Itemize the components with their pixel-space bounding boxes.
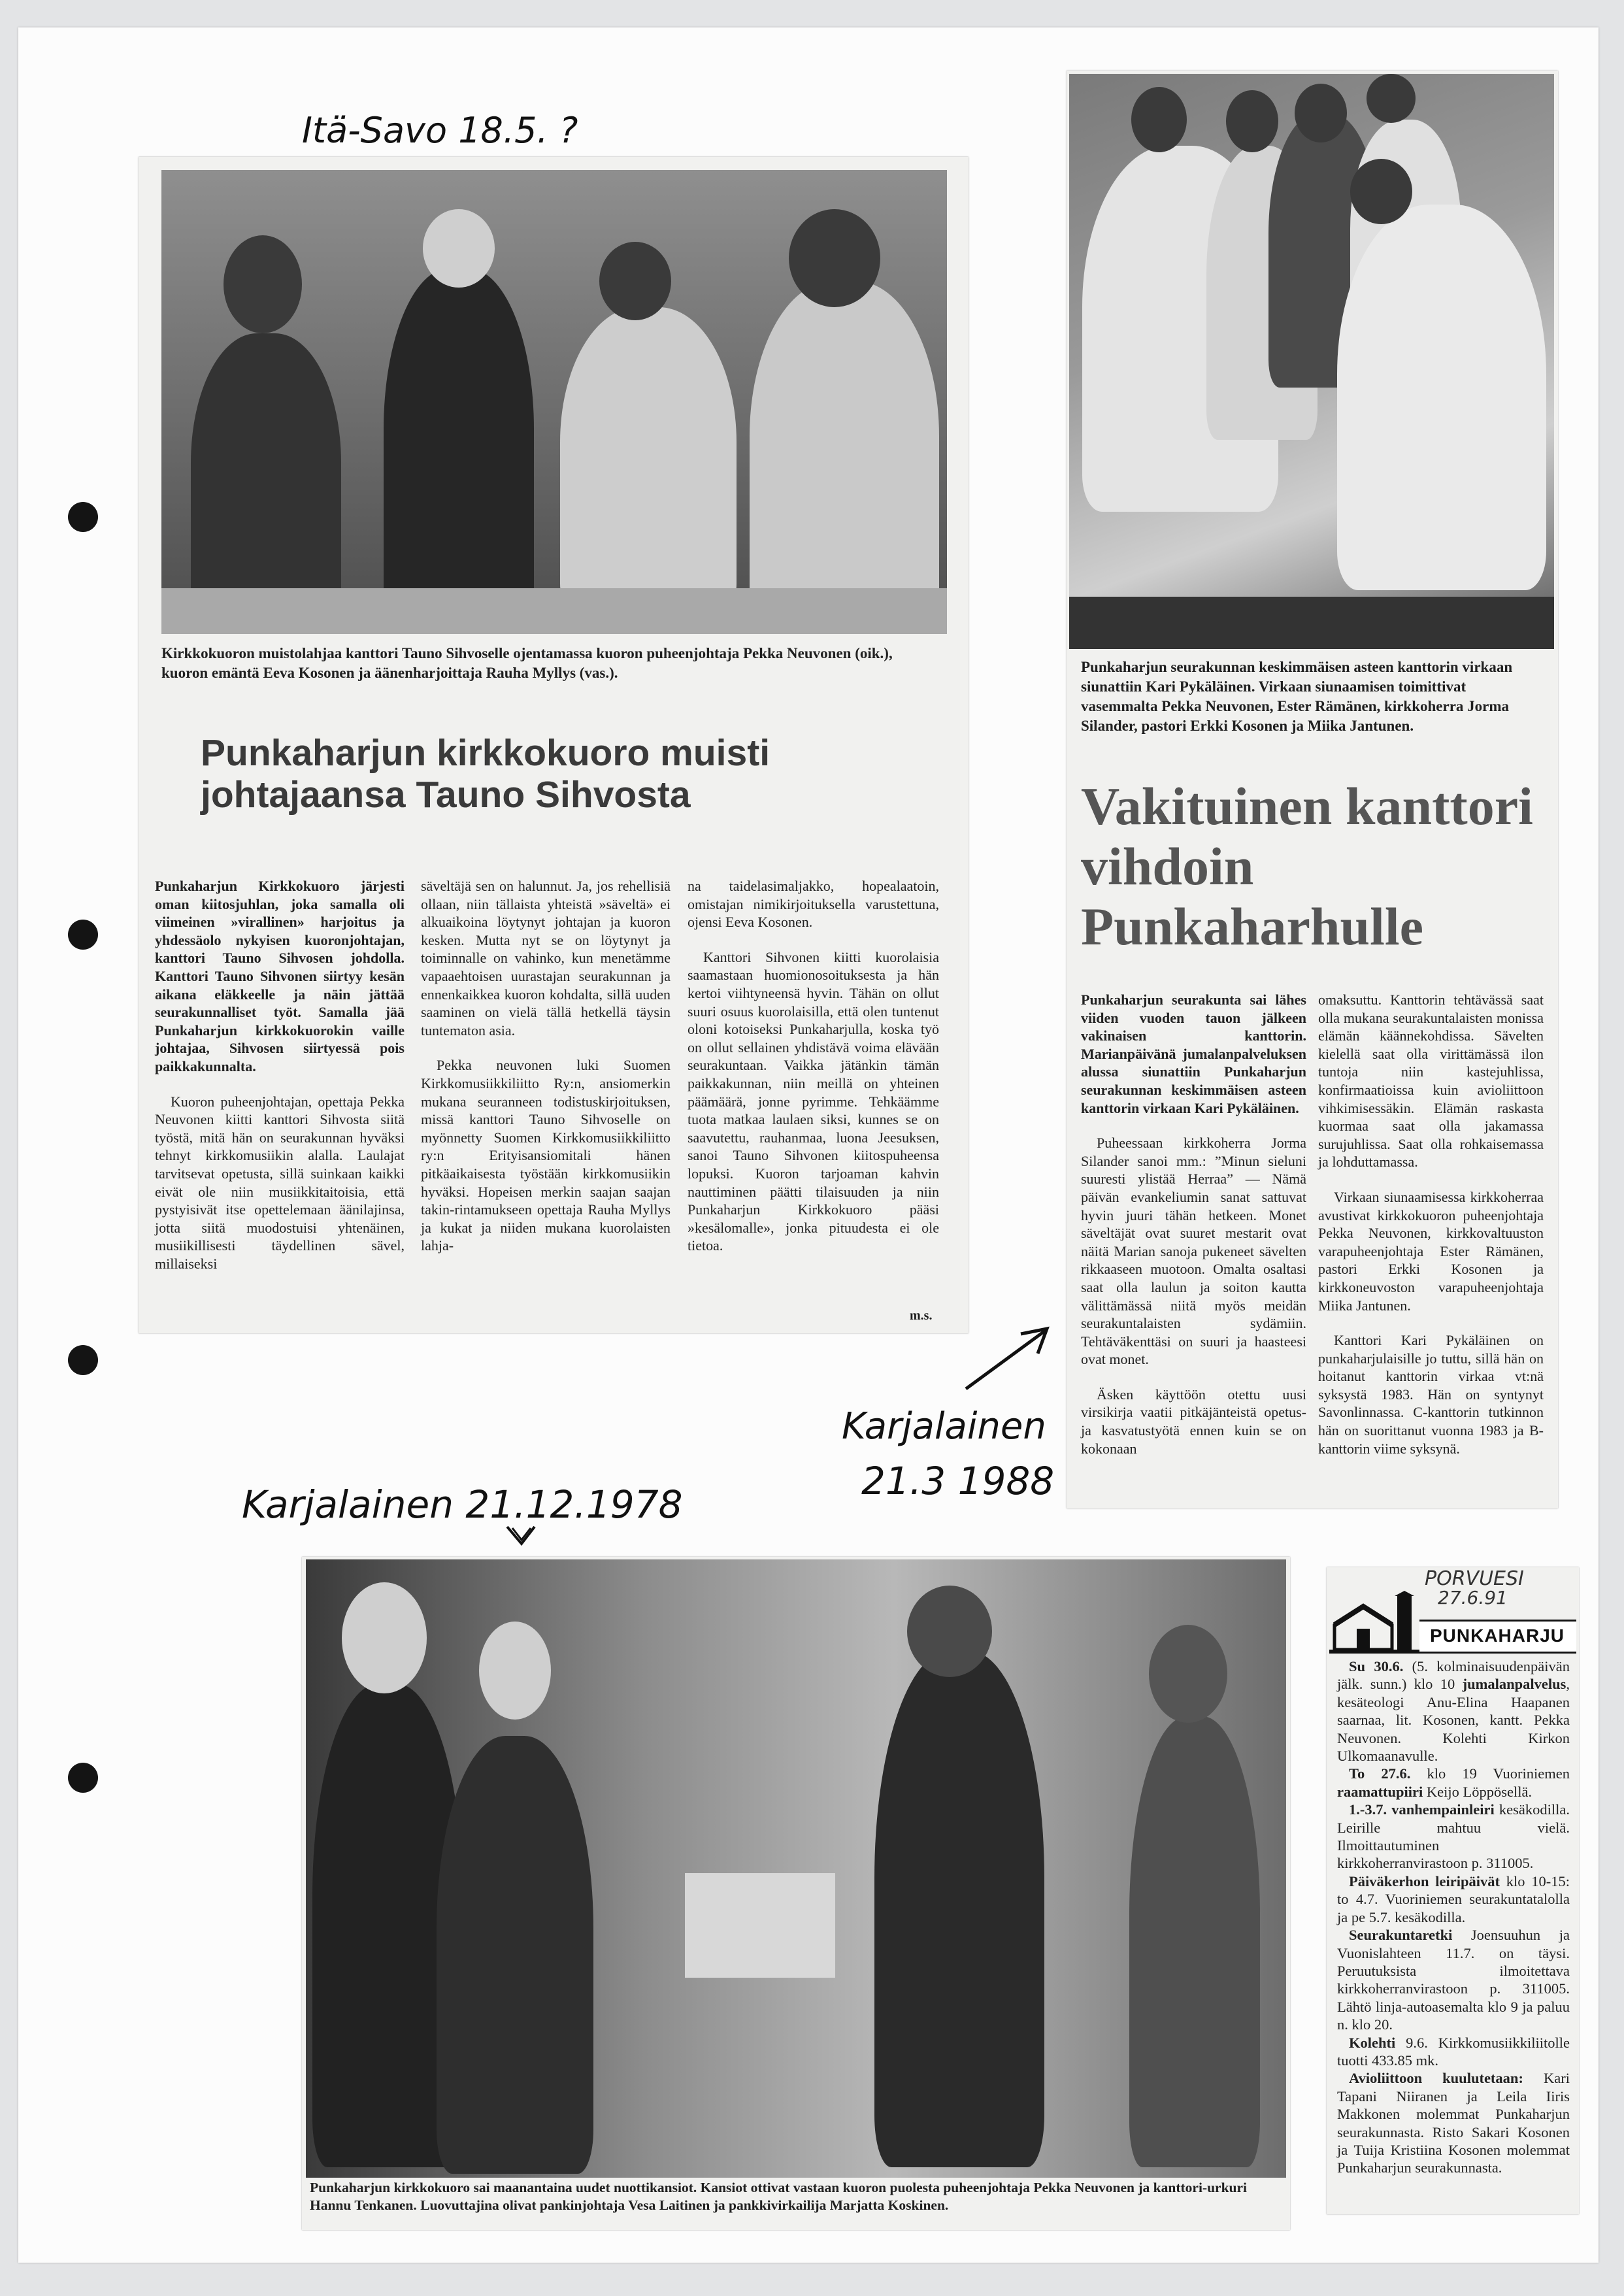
notice-text: klo 19 Vuoriniemen — [1410, 1765, 1570, 1782]
notice-paragraph — [1337, 1801, 1570, 1872]
notice-banner-title: PUNKAHARJU — [1430, 1625, 1565, 1646]
article-paragraph: Kuoron puheenjohtajan, opettaja Pekka Neuvonen kiitti kanttori Sihvosta siitä työstä, mitä hän on seurakunnan hyväksi tehnyt kirkkomusiikin alalla. Laulajat tarvitsevat opetusta, sillä suinkaan kaikki eivät ole niin musiikkitaitoisia, että pystyisivät itse opettelemaan äänilajinsa, jotta siitä muodostuisi yhtenäinen, musiikillisesti täydellinen sävel, millaiseksi — [155, 1093, 405, 1272]
handwritten-note-date: 21.3 1988 — [861, 1459, 1055, 1503]
article-paragraph: Äsken käyttöön otettu uusi virsikirja vaatii pitkäjänteistä opetus- ja kasvatustyötä ennen kuin se on kokonaan — [1081, 1386, 1306, 1457]
handwritten-note-karjalainen: Karjalainen — [842, 1405, 1046, 1448]
notice-text: Keijo Löppösellä. — [1423, 1783, 1533, 1800]
church-icon — [1329, 1591, 1419, 1655]
article-paragraph: na taidelasimaljakko, hopealaatoin, omistajan nimikirjoituksella varustettuna, ojensi Eeva Kosonen. — [688, 878, 939, 931]
notice-bold: Kolehti — [1349, 2034, 1396, 2051]
article-paragraph: omaksuttu. Kanttorin tehtävässä saat olla mukana seurakuntalaisten monissa elämän käännekohdissa. Sävelten kielellä saat olla virittämässä ilon tuntoja niin kastejuhlissa, konfirmaatioissa kuin avioliittoon vihkimisessäkin. Elämän raskasta kuormaa saat olla jakamassa surujuhlissa. Saat olla rohkaisemassa ja lohduttamassa. — [1318, 991, 1544, 1171]
article-signature: m.s. — [910, 1308, 933, 1323]
notice-bold: Avioliittoon kuulutetaan: — [1349, 2070, 1523, 2087]
article-headline: Punkaharjun kirkkokuoro muisti johtajaansa Tauno Sihvosta — [201, 732, 771, 816]
binder-hole — [68, 502, 98, 532]
photo-cantor-ordination — [1069, 74, 1554, 649]
arrow-up-right-icon — [961, 1323, 1059, 1395]
notice-bold: Su 30.6. — [1349, 1658, 1404, 1674]
notice-text: 9.6. Kirkkomusiikkiliitolle tuotti 433.85 mk. — [1337, 2034, 1570, 2069]
notice-text: Kari Tapani Niiranen ja Leila Iiris Makkonen molemmat Punkaharjun seurakunnasta. Risto Sakari Kosonen ja Tuija Kristiina Kosonen molemmat Punkaharjun seurakunnasta. — [1337, 2070, 1570, 2176]
notice-paragraph — [1337, 1765, 1570, 1801]
article-column-1 — [155, 877, 405, 1289]
notice-body — [1337, 1657, 1570, 2177]
article-paragraph: säveltäjä sen on halunnut. Ja, jos rehellisiä ollaan, niin tällaista yhteistä »säveltä» ei alkuaikoina löytynyt johtajan ja kuoron kesken. Mutta nyt se on löytynyt ja toiminnalle on vahinko, kun menetämme vapaaehtoisen uurastajan seurakunnan ja ennenkaikkea kuoron kohdalta, sillä uuden saaminen on vielä tällä hetkellä täysin tuntematon asia. — [421, 878, 671, 1039]
notice-text: (5. kolminaisuudenpäivän jälk. sunn.) klo 10 — [1337, 1658, 1570, 1693]
handwritten-note-date: 27.6.91 — [1438, 1587, 1508, 1608]
binder-hole — [68, 920, 98, 950]
notice-paragraph — [1337, 1657, 1570, 1765]
notice-text: , kesäteologi Anu-Elina Haapanen saarnaa, lit. Kosonen, kantt. Pekka Neuvonen. Kolehti Kirkon Ulkomaanavulle. — [1337, 1676, 1570, 1765]
notice-bold: raamattupiiri — [1337, 1783, 1423, 1800]
clipping-article-2 — [1067, 71, 1558, 1508]
article-paragraph: Puheessaan kirkkoherra Jorma Silander sanoi mm.: ”Minun sieluni suuresti ylistää Herraa” — Nämä päivän evankeliumin sanat sattuvat hyvin juuri tähän hetkeen. Monet säveltäjät ovat suuret mestarit ovat näitä Marian sanoja pukeneet sävelten rikkaaseen muotoon. Omalta osaltasi saat olla laulun ja soiton kautta välittämässä niitä myös meidän seurakuntalaisten sydämiin. Tehtäväkenttäsi on suuri ja haasteesi ovat monet. — [1081, 1135, 1306, 1368]
article-paragraph: Virkaan siunaamisessa kirkkoherraa avustivat kirkkokuoron puheenjohtaja Pekka Neuvonen, kirkkovaltuuston varapuheenjohtaja Ester Rämänen, pastori Erkki Kosonen ja kirkkoneuvoston varapuheenjohtaja Miika Jantunen. — [1318, 1188, 1544, 1314]
notice-paragraph — [1337, 2034, 1570, 2070]
article-column-2 — [1318, 991, 1544, 1474]
article-lead: Punkaharjun seurakunta sai lähes viiden vuoden tauon jälkeen vakinaisen kanttorin. Marianpäivänä jumalanpalveluksen alussa siunattiin Punkaharjun seurakunnan keskimmäisen asteen kanttorin virkaan Kari Pykäläinen. — [1081, 991, 1306, 1116]
article-paragraph: Kanttori Sihvonen kiitti kuorolaisia saamastaan huomionosoituksesta ja hän kertoi viihtyneensä hyvin. Tähän on ollut suuri osuus kuorolaisilla, että olen tuntenut oloni kotoiseksi Punkaharjulla, koska työ on ollut sellainen yhdistävä voima elävään seurakuntaan. Vaikka jätänkin tämän paikkakunnan, niin meillä on yhteinen päämäärä, jonne pyrimme. Tehkäämme tuota matkaa laulaen siksi, kunnes se on saavutettu, rauhanmaa, luona Jeesuksen, sanoi Tauno Sihvonen kiitospuheensa lopuksi. Kuoron tarjoaman kahvin nauttiminen päätti tilaisuuden ja niin Punkaharjun Kirkkokuoro pääsi »kesälomalle», jonka pituudesta ei ole tietoa. — [688, 948, 939, 1254]
clipping-article-3 — [302, 1557, 1290, 2230]
arrow-down-icon — [502, 1523, 541, 1549]
notice-bold: To 27.6. — [1349, 1765, 1411, 1782]
article-column-3 — [688, 877, 939, 1272]
article-paragraph: Kanttori Kari Pykäläinen on punkaharjulaisille jo tuttu, sillä hän on hoitanut kanttorin virkaa vt:nä syksystä 1983. Hän on syntynyt Savonlinnassa. C-kanttorin tutkinnon hän on suorittanut vuonna 1983 ja B-kanttorin viime syksynä. — [1318, 1332, 1544, 1457]
notice-bold: Päiväkerhon leiripäivät — [1349, 1872, 1500, 1889]
photo-caption: Kirkkokuoron muistolahjaa kanttori Tauno Sihvoselle ojentamassa kuoron puheenjohtaja Pekka Neuvonen (oik.), kuoron emäntä Eeva Kosonen ja äänenharjoittaja Rauha Myllys (vas.). — [161, 645, 893, 681]
article-column-1 — [1081, 991, 1306, 1474]
photo-caption: Punkaharjun seurakunnan keskimmäisen asteen kanttorin virkaan siunattiin Kari Pykäläinen. Virkaan siunaamisen toimittivat vasemmalta Pekka Neuvonen, Ester Rämänen, kirkkoherra Jorma Silander, pastori Erkki Kosonen ja Miika Jantunen. — [1081, 659, 1513, 734]
binder-hole — [68, 1763, 98, 1793]
article-headline: Vakituinen kanttori vihdoin Punkaharhulle — [1081, 776, 1533, 956]
notice-paragraph — [1337, 2069, 1570, 2176]
photo-caption: Punkaharjun kirkkokuoro sai maanantaina uudet nuottikansiot. Kansiot ottivat vastaan kuoron puolesta puheenjohtaja Pekka Neuvonen ja kanttori-urkuri Hannu Tenkanen. Luovuttajina olivat pankinjohtaja Vesa Laitinen ja pankkivirkailija Marjatta Koskinen. — [310, 2180, 1248, 2213]
clipping-article-1 — [139, 157, 969, 1333]
notice-bold: 1.-3.7. vanhempainleiri — [1349, 1801, 1495, 1818]
notice-text: kesäkodilla. Leirille mahtuu vielä. Ilmoittautuminen kirkkoherranvirastoon p. 311005. — [1337, 1801, 1570, 1872]
notice-paragraph — [1337, 1872, 1570, 1926]
handwritten-note-karjalainen-1978: Karjalainen 21.12.1978 — [242, 1482, 683, 1527]
notice-banner — [1419, 1620, 1576, 1654]
handwritten-note-ita-savo: Itä-Savo 18.5. ? — [302, 110, 578, 151]
notice-text: klo 10-15: to 4.7. Vuoriniemen seurakuntatalolla ja pe 5.7. kesäkodilla. — [1337, 1872, 1570, 1925]
clipping-church-notice — [1327, 1567, 1579, 2214]
article-lead: Punkaharjun Kirkkokuoro järjesti oman kiitosjuhlan, joka samalla oli viimeinen »virallinen» harjoitus ja yhdessäolo nykyisen kuoronjohtajan, kanttori Tauno Sihvosen johdolla. Kanttori Tauno Sihvonen siirtyy kesän aikana eläkkeelle ja näin jättää seurakunnalliset työt. Samalla jää Punkaharjun kirkkokuorokin vaille johtajaa, Sihvosen siirtyessä pois paikkakunnalta. — [155, 878, 405, 1074]
article-column-2 — [421, 877, 671, 1272]
notice-bold: Seurakuntaretki — [1349, 1927, 1453, 1944]
binder-hole — [68, 1345, 98, 1375]
notice-bold: jumalanpalvelus — [1462, 1676, 1566, 1693]
notice-text: Joensuuhun ja Vuonislahteen 11.7. on täysi. Peruutuksista ilmoitettava kirkkoherranvirastoon p. 311005. Lähtö linja-autoasemalta klo 9 ja paluu n. klo 20. — [1337, 1927, 1570, 2033]
photo-choir-folders — [306, 1559, 1286, 2178]
notice-paragraph — [1337, 1926, 1570, 2033]
handwritten-note-porvuesi: PORVUESI — [1425, 1567, 1524, 1590]
article-paragraph: Pekka neuvonen luki Suomen Kirkkomusiikkiliitto Ry:n, ansiomerkin mukana seuranneen todistuskirjoituksen, missä kanttori Tauno Sihvoselle on myönnetty Suomen Kirkkomusiikkiliitto ry:n Erityisansiomitali hänen pitkäaikaisesta työstään kirkkomusiikin hyväksi. Hopeisen merkin saajan saajan takin-rintamukseen opettaja Rauha Myllys ja kukat ja niiden mukana kuorolaisten lahja- — [421, 1057, 671, 1254]
photo-choir-gift — [161, 170, 947, 634]
